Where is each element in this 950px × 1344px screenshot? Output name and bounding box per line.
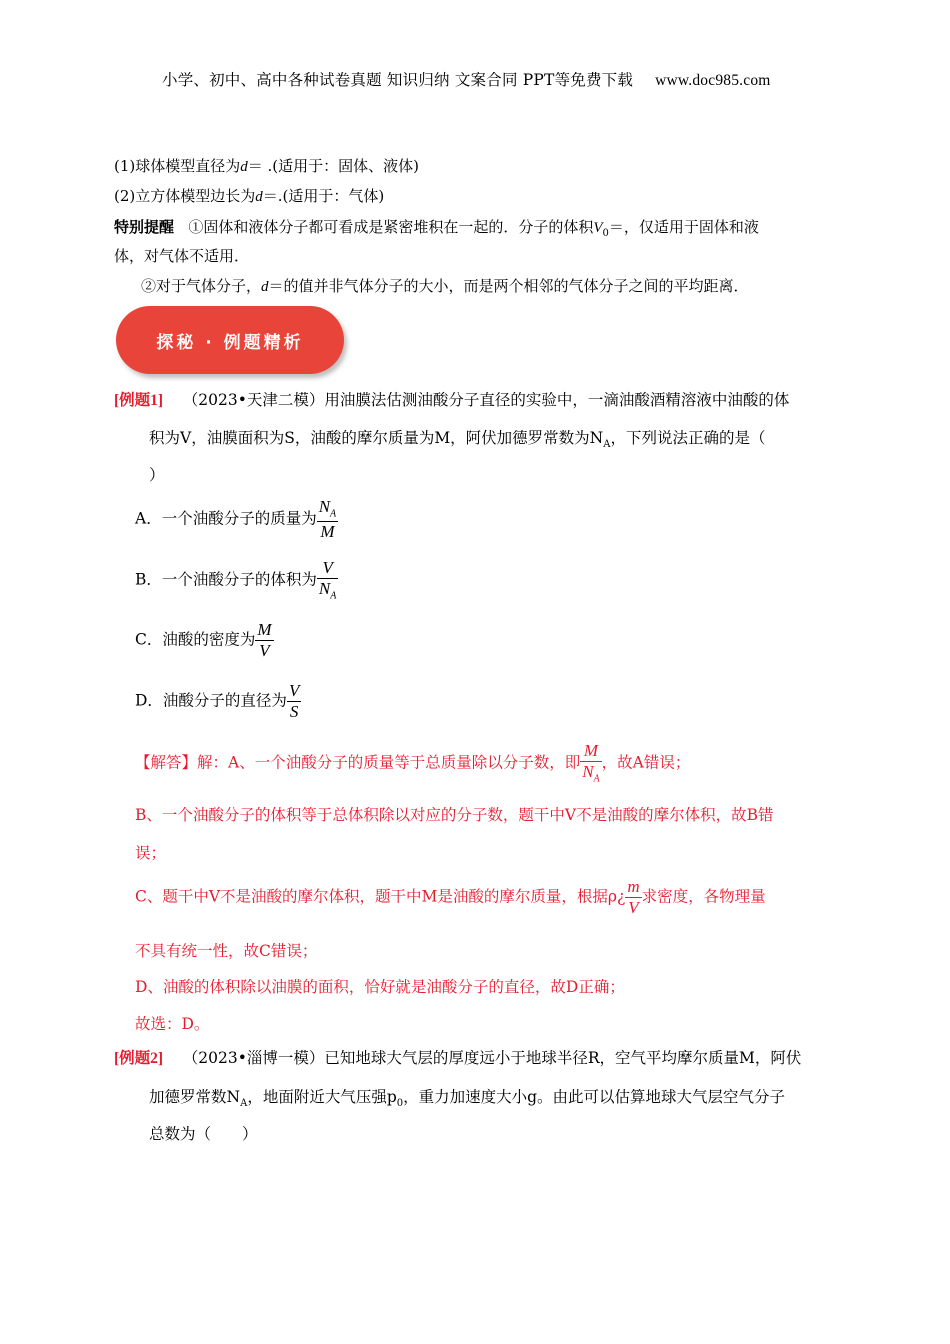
option-a-fraction: $\frac{N_A}{M}$ xyxy=(318,497,337,541)
answer-d: D、油酸的体积除以油膜的面积，恰好就是油酸分子的直径，故D正确； xyxy=(135,978,625,996)
section-banner xyxy=(116,306,344,374)
page-header xyxy=(162,68,771,90)
example1-line-1: [例题1] （2023•天津二模）用油膜法估测油酸分子直径的实验中，一滴油酸酒精溶液中油酸的体 xyxy=(114,391,790,409)
example2-label: [例题2] xyxy=(114,1050,164,1067)
answer-c-line-2: 不具有统一性，故C错误； xyxy=(135,942,318,960)
example1-line-2: 积为V，油膜面积为S，油酸的摩尔质量为M，阿伏加德罗常数为$N_A$，下列说法正确的是（ xyxy=(149,429,766,451)
example2-line-2: 加德罗常数$N_A$，地面附近大气压强$p_0$，重力加速度大小g。由此可以估算地球大气层空气分子 xyxy=(149,1088,786,1110)
answer-a-fraction: $\frac{M}{N_A}$ xyxy=(582,741,600,785)
answer-b-line-2: 误； xyxy=(135,844,167,862)
answer-c: C、题干中V不是油酸的摩尔体积，题干中M是油酸的摩尔质量，根据ρ¿ $\frac{m}{V}$ 求密度，各物理量 xyxy=(135,877,766,917)
tip-line-1: 特别提醒 ①固体和液体分子都可看成是紧密堆积在一起的．分子的体积$V_0=$，仅适用于固体和液 xyxy=(114,218,759,239)
answer-c-fraction: $\frac{m}{V}$ xyxy=(627,877,640,917)
example1-line-3: ） xyxy=(149,466,165,484)
answer-choice: 故选：D。 xyxy=(135,1015,210,1033)
note-line-2: (2)立方体模型边长为d＝.(适用于：气体) xyxy=(114,187,385,205)
option-d[interactable]: D．油酸分子的直径为 $\frac{V}{S}$ xyxy=(135,681,300,721)
option-c[interactable]: C．油酸的密度为 $\frac{M}{V}$ xyxy=(135,620,272,660)
option-a[interactable]: A．一个油酸分子的质量为 $\frac{N_A}{M}$ xyxy=(135,497,337,541)
tip-label: 特别提醒 xyxy=(114,218,175,236)
example1-label: [例题1] xyxy=(114,392,164,409)
header-text: 小学、初中、高中各种试卷真题 知识归纳 文案合同 PPT等免费下载 xyxy=(162,71,634,89)
example2-line-1: [例题2] （2023•淄博一模）已知地球大气层的厚度远小于地球半径R，空气平均摩尔质量M，阿伏 xyxy=(114,1049,802,1067)
answer-a: 【解答】解：A、一个油酸分子的质量等于总质量除以分子数，即 $\frac{M}{N_A}$ ，故A错误； xyxy=(135,741,691,785)
option-b-fraction: $\frac{V}{N_A}$ xyxy=(318,558,337,602)
option-d-fraction: $\frac{V}{S}$ xyxy=(288,681,300,721)
option-c-fraction: $\frac{M}{V}$ xyxy=(257,620,272,660)
answer-b-line-1: B、一个油酸分子的体积等于总体积除以对应的分子数，题干中V不是油酸的摩尔体积，故B错 xyxy=(135,806,774,824)
tip-line-2: 体，对气体不适用． xyxy=(114,247,250,265)
tip-line-3: ②对于气体分子，d＝的值并非气体分子的大小，而是两个相邻的气体分子之间的平均距离． xyxy=(141,277,749,295)
option-b[interactable]: B．一个油酸分子的体积为 $\frac{V}{N_A}$ xyxy=(135,558,337,602)
section-banner-text: 探秘 · 例题精析 xyxy=(156,332,304,353)
example2-line-3: 总数为（ ） xyxy=(149,1125,258,1143)
note-line-1: (1)球体模型直径为d＝ .(适用于：固体、液体) xyxy=(114,157,419,175)
header-url[interactable]: www.doc985.com xyxy=(655,72,771,89)
